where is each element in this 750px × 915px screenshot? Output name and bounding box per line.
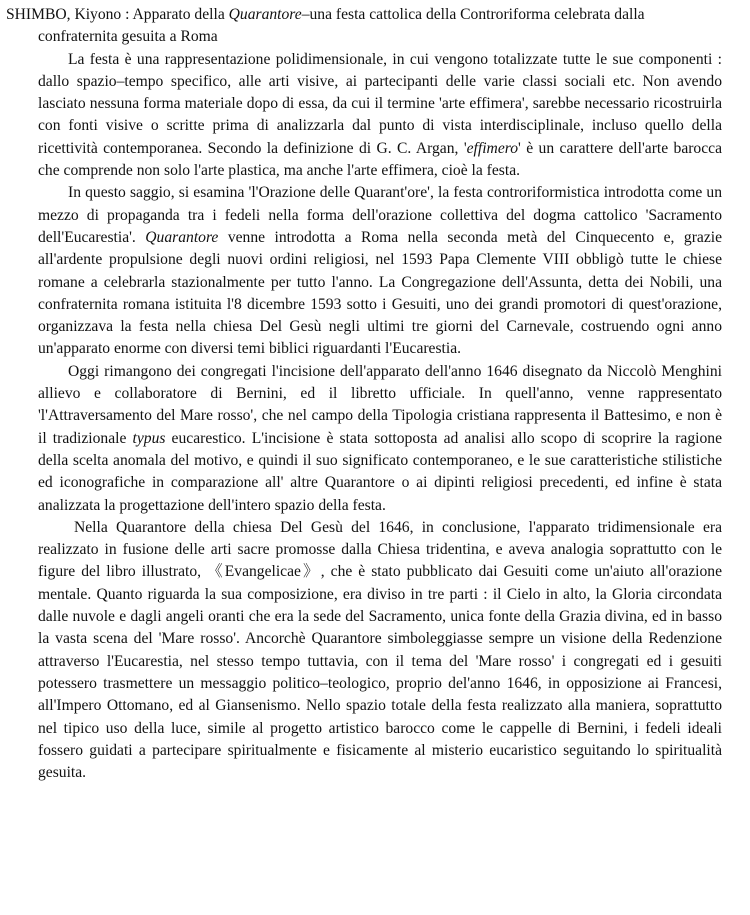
title-suffix: –una festa cattolica della Controriforma celebrata dalla confraternita gesuita a Roma [38,6,645,46]
paragraph-1-text-b: ' è un carattere dell'arte barocca che comprende non solo l'arte plastica, ma anche l'arte effimera, cioè la festa. [38,139,722,180]
paragraph-2-text-b: venne introdotta a Roma nella seconda metà del Cinquecento e, grazie all'ardente propulsione degli nuovi ordini religiosi, nel 1593 Papa Clemente VIII obbligò tutte le chiese romane a celebrarla stazionalmente per tutto l'anno. La Congregazione dell'Assunta, detta dei Nobili, una confraternita romana istituita l'8 dicembre 1593 sotto i Gesuiti, uno dei grandi promotori di quest'orazione, organizzava la festa nella chiesa Del Gesù negli ultimi tre giorni del Carnevale, costruendo ogni anno un'apparato enorme con diversi temi biblici riguardanti l'Eucarestia. [38,228,722,358]
paragraph-3 [38,361,722,517]
paragraph-4 [38,517,722,785]
paragraph-1 [38,49,722,183]
paragraph-1-italic: effimero [466,139,519,157]
paragraph-3-text-a: Oggi rimangono dei congregati l'incisione dell'apparato dell'anno 1646 disegnato da Niccolò Menghini allievo e collaboratore di Bernini, ed il libretto ufficiale. In quell'anno, venne rappresentato 'l'Attraversamento del Mare rosso', che nel campo della Tipologia cristiana rappresenta il Battesimo, e non è il tradizionale [38,362,722,447]
paragraph-2-text-a: In questo saggio, si esamina 'l'Orazione delle Quarant'ore', la festa controriformistica introdotta come un mezzo di propaganda tra i fedeli nella forma dell'orazione collettiva del dogma cattolico 'Sacramento dell'Eucarestia'. [38,184,722,246]
paragraph-2 [38,182,722,360]
title-prefix: Apparato della [132,6,229,23]
article-heading [6,4,722,49]
heading-separator: : [121,6,133,23]
title-italic: Quarantore [228,6,302,23]
paragraph-4-text-a: Nella Quarantore della chiesa Del Gesù del 1646, in conclusione, l'apparato tridimensionale era realizzato in fusione delle arti sacre promosse dalla Chiesa tridentina, e aveva analogia soprattutto con le figure del libro illustrato, 《Evangelicae》, che è stato pubblicato dai Gesuiti come un'aiuto all'orazione mentale. Quanto riguarda la sua composizione, era diviso in tre parti : il Cielo in alto, la Gloria circondata dalle nuvole e dagli angeli oranti che era la sede del Sacramento, unica fonte della Grazia divina, ed in basso la vasta scena del 'Mare rosso'. Ancorchè Quarantore simboleggiasse sempre un visione della Redenzione attraverso l'Eucarestia, nel stesso tempo tuttavia, con il tema del 'Mare rosso' i congregati ed i gesuiti potessero trasmettere un messaggio politico–teologico, proprio del'anno 1646, in opposizione ai Francesi, all'Impero Ottomano, ed al Giansenismo. Nello spazio totale della festa realizzato alla maniera, soprattutto nel tipico uso della luce, simile al progetto artistico barocco come le cappelle di Bernini, i fedeli ideali fossero guidati a partecipare spiritualmente e fisicamente al misterio eucaristico seguitando lo spiritualità gesuita. [38,518,722,782]
paragraph-3-italic: typus [132,429,166,447]
paragraph-3-text-b: eucarestico. L'incisione è stata sottoposta ad analisi allo scopo di scoprire la ragione della scelta anomala del motivo, e quindi il suo significato contemporaneo, e le sue caratteristiche stilistiche ed iconografiche in comparazione all' altre Quarantore o ai dipinti religiosi precedenti, ed infine è stata analizzata la progettazione dell'intero spazio della festa. [38,429,722,514]
paragraph-2-italic: Quarantore [145,228,219,246]
author-name: SHIMBO, Kiyono [6,6,122,23]
paragraph-1-text-a: La festa è una rappresentazione polidimensionale, in cui vengono totalizzate tutte le sue componenti : dallo spazio–tempo specifico, alle arti visive, ai partecipanti delle varie classi sociali etc. Non avendo lasciato nessuna forma materiale dopo di essa, da cui il termine 'arte effimera', sarebbe necessario ricostruirla con fonti visive o scritte prima di analizzarla dal punto di vista interdisciplinale, incluso quello della ricettività contemporanea. Secondo la definizione di G. C. Argan, ' [38,50,722,157]
